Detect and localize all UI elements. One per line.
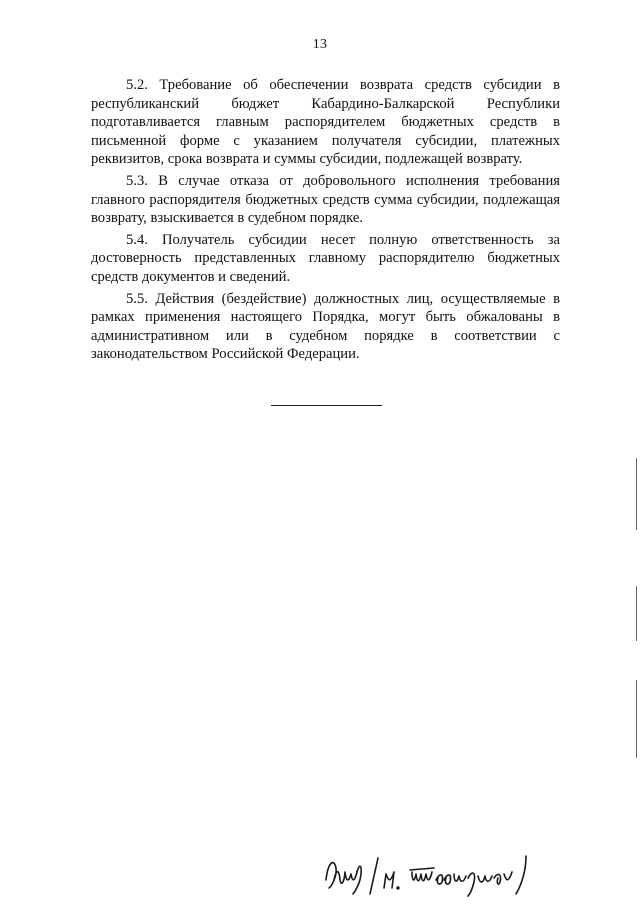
scan-edge-mark	[636, 458, 638, 530]
paragraph-5-5: 5.5. Действия (бездействие) должностных лиц, осуществляемые в рамках применения настоящего Порядка, могут быть обжалованы в административном или в судебном порядке в соответствии с законодательством Российской Федерации.	[91, 290, 560, 363]
scan-edge-mark	[636, 586, 638, 641]
paragraph-5-4: 5.4. Получатель субсидии несет полную ответственность за достоверность представленных главному распорядителю бюджетных средств документов и сведений.	[91, 231, 560, 285]
handwritten-signature	[320, 850, 550, 898]
scan-edge-mark	[636, 680, 638, 758]
paragraph-5-3: 5.3. В случае отказа от добровольного исполнения требования главного распорядителя бюджетных средств сумма субсидии, подлежащая возврату, взыскивается в судебном порядке.	[91, 172, 560, 227]
document-body	[91, 76, 560, 367]
end-of-text-rule	[271, 405, 382, 406]
page-number: 13	[312, 37, 328, 52]
paragraph-5-2: 5.2. Требование об обеспечении возврата средств субсидии в республиканский бюджет Кабардино-Балкарской Республики подготавливается главным распорядителем бюджетных средств в письменной форме с указанием получателя субсидии, платежных реквизитов, срока возврата и суммы субсидии, подлежащей возврату.	[91, 77, 560, 168]
